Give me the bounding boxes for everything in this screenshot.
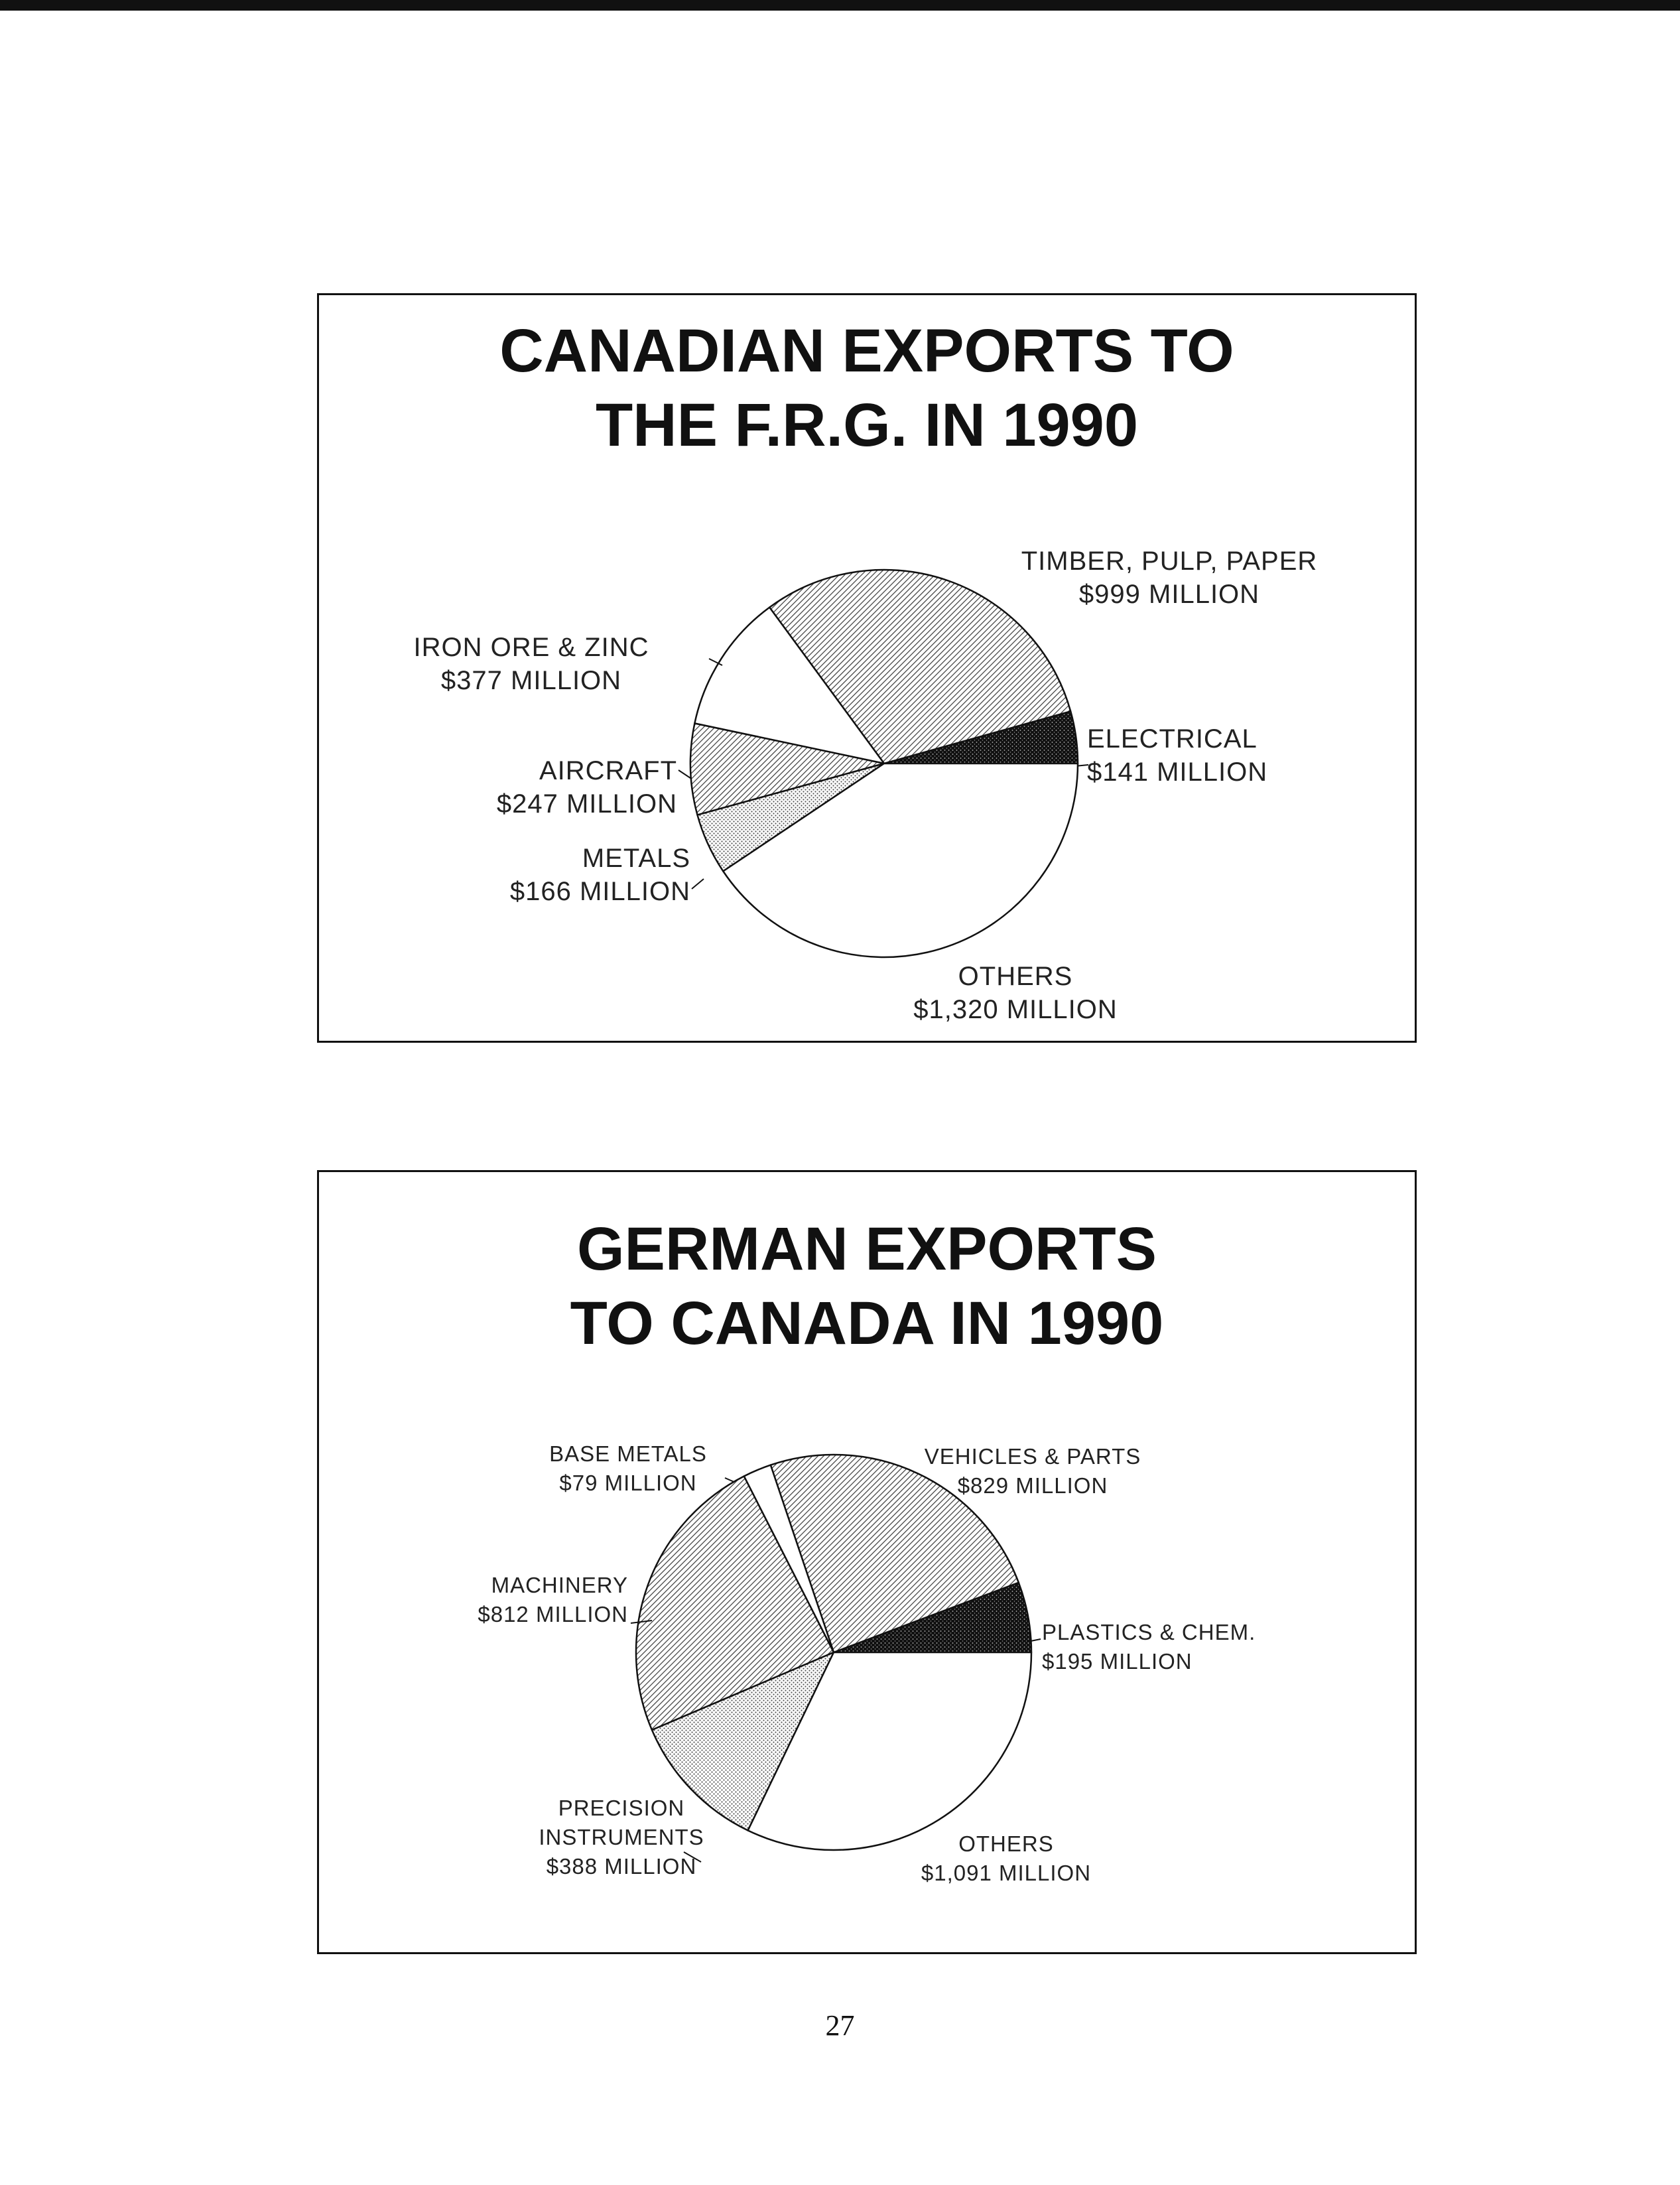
chart-title-line-1: GERMAN EXPORTS [576,1215,1157,1283]
slice-label-aircraft [497,756,677,819]
slice-name-label: PRECISION [558,1796,685,1820]
german-exports-pie-chart [319,1172,1419,1956]
slice-name-label: ELECTRICAL [1087,724,1258,754]
chart-title-line-1: CANADIAN EXPORTS TO [499,317,1234,385]
slice-value-label: $812 MILLION [478,1602,628,1626]
slice-name-label: AIRCRAFT [539,756,677,785]
page-number: 27 [825,2009,855,2042]
slice-value-label: $166 MILLION [509,877,690,906]
slice-value-label: $141 MILLION [1087,758,1268,787]
slice-name-label: METALS [582,844,690,873]
slice-label-others [913,962,1118,1024]
slice-name-label: IRON ORE & ZINC [413,633,649,662]
slice-name-label: OTHERS [958,962,1073,991]
canadian-exports-pie-chart [319,295,1419,1045]
slice-label-iron-ore-and-zinc [413,633,649,695]
slice-label-base-metals [549,1441,707,1495]
slice-value-label: $1,320 MILLION [913,995,1118,1024]
slice-label-vehicles-and-parts [925,1444,1141,1498]
slice-name-label: OTHERS [958,1831,1054,1856]
slice-value-label: $1,091 MILLION [921,1861,1092,1885]
slice-label-machinery [478,1573,628,1626]
slice-label-timber-pulp-paper [1021,547,1318,609]
chart-title-line-2: TO CANADA IN 1990 [570,1290,1164,1357]
slice-label-metals [510,844,690,906]
slice-value-label: $195 MILLION [1042,1649,1193,1674]
slice-name-label: BASE METALS [549,1441,707,1466]
slice-name-label: PLASTICS & CHEM. [1042,1620,1256,1644]
slice-value-label: $377 MILLION [440,666,622,695]
slice-label-precision-instruments [539,1796,704,1879]
chart-title-line-2: THE F.R.G. IN 1990 [595,391,1139,459]
slice-label-electrical [1087,724,1267,787]
slice-name-label: VEHICLES & PARTS [924,1444,1141,1469]
slice-name-label: MACHINERY [491,1573,628,1597]
canadian-exports-chart-panel [317,293,1417,1043]
slice-value-label: $79 MILLION [559,1471,697,1495]
top-border-rule [0,0,1680,11]
german-exports-chart-panel [317,1170,1417,1954]
slice-value-label: $388 MILLION [546,1854,697,1879]
slice-value-label: $999 MILLION [1078,580,1260,609]
slice-value-label: $247 MILLION [496,789,677,819]
slice-value-label: $829 MILLION [957,1473,1108,1498]
leader-line-aircraft [678,770,690,778]
leader-line-metals [692,879,704,889]
slice-name-label: INSTRUMENTS [539,1825,704,1849]
slice-name-label: TIMBER, PULP, PAPER [1021,547,1318,576]
slice-label-others [921,1831,1091,1885]
slice-label-plastics-and-chem [1042,1620,1256,1674]
